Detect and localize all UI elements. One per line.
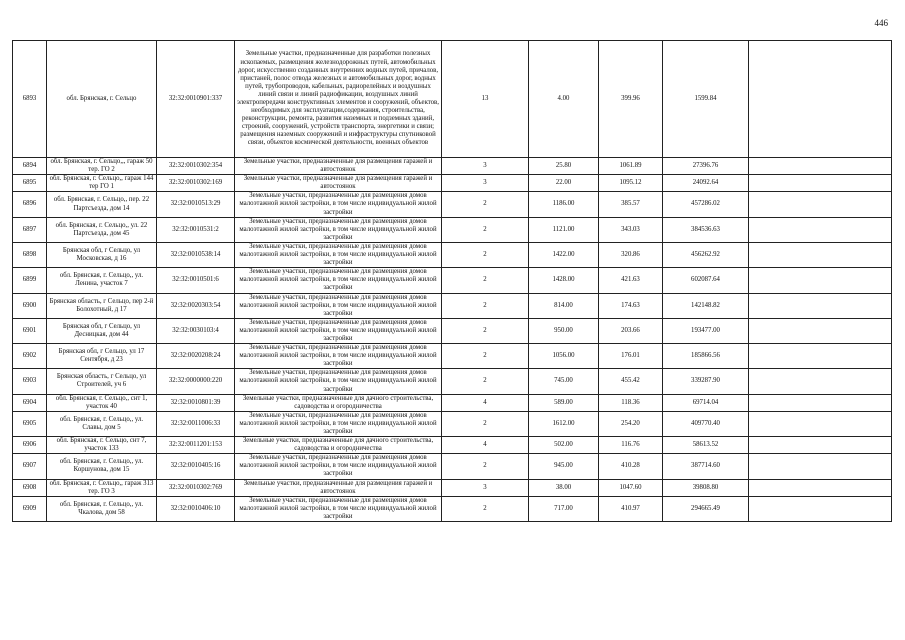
empty-cell — [749, 496, 892, 521]
row-number-cell: 6908 — [13, 479, 47, 496]
table-row — [13, 344, 892, 369]
unit-price-cell: 410.97 — [599, 496, 663, 521]
address-cell: обл. Брянская, г. Сельцо,, пер. 22 Партсъезда, дом 14 — [47, 192, 157, 217]
cadastral-number-cell: 32:32:0030103:4 — [157, 318, 235, 343]
permitted-use-cell: Земельные участки, предназначенные для размещения домов малоэтажной жилой застройки, в том числе индивидуальной жилой застройки — [235, 411, 442, 436]
row-number-cell: 6905 — [13, 411, 47, 436]
cadastral-number-cell: 32:32:0011201:153 — [157, 437, 235, 454]
unit-price-cell: 1095.12 — [599, 175, 663, 192]
address-cell: Брянская обл, г Сельцо, ул 17 Сентября, д 23 — [47, 344, 157, 369]
row-number-cell: 6909 — [13, 496, 47, 521]
row-number-cell: 6900 — [13, 293, 47, 318]
unit-price-cell: 203.66 — [599, 318, 663, 343]
unit-price-cell: 320.86 — [599, 242, 663, 267]
unit-price-cell: 410.28 — [599, 454, 663, 479]
category-code-cell: 2 — [442, 369, 529, 394]
row-number-cell: 6897 — [13, 217, 47, 242]
category-code-cell: 2 — [442, 344, 529, 369]
category-code-cell: 2 — [442, 268, 529, 293]
unit-price-cell: 116.76 — [599, 437, 663, 454]
cadastral-number-cell: 32:32:0020208:24 — [157, 344, 235, 369]
permitted-use-cell: Земельные участки, предназначенные для размещения домов малоэтажной жилой застройки, в том числе индивидуальной жилой застройки — [235, 293, 442, 318]
address-cell: обл. Брянская, г. Сельцо,, ул. Ленина, участок 7 — [47, 268, 157, 293]
category-code-cell: 2 — [442, 192, 529, 217]
permitted-use-cell: Земельные участки, предназначенные для размещения домов малоэтажной жилой застройки, в том числе индивидуальной жилой застройки — [235, 369, 442, 394]
empty-cell — [749, 268, 892, 293]
land-registry-table — [12, 40, 892, 522]
cadastral-number-cell: 32:32:0010538:14 — [157, 242, 235, 267]
category-code-cell: 2 — [442, 318, 529, 343]
empty-cell — [749, 192, 892, 217]
empty-cell — [749, 344, 892, 369]
cadastral-value-cell: 27396.76 — [663, 158, 749, 175]
cadastral-number-cell: 32:32:0010901:337 — [157, 41, 235, 158]
unit-price-cell: 176.01 — [599, 344, 663, 369]
area-cell: 1612.00 — [529, 411, 599, 436]
row-number-cell: 6893 — [13, 41, 47, 158]
address-cell: обл. Брянская, г. Сельцо, снт 7, участок 133 — [47, 437, 157, 454]
permitted-use-cell: Земельные участки, предназначенные для разработки полезных ископаемых, размещения железнодорожных путей, автомобильных дорог, искусственно созданных внутренних водных путей, причалов, пристаней, полос отвода железных и автомобильных дорог, водных путей, трубопроводов, кабельных, радиорелейных и воздушных линий связи и линий радиофикации, воздушных линий электропередачи конструктивных элементов и сооружений, объектов, необходимых для эксплуатации,содержания, строительства, реконструкции, ремонта, развития наземных и подземных зданий, строений, сооружений, устройств транспорта, энергетики и связи; размещения наземных сооружений и инфраструктуры спутниковой связи, объектов космической деятельности, военных объектов — [235, 41, 442, 158]
row-number-cell: 6895 — [13, 175, 47, 192]
cadastral-value-cell: 39808.80 — [663, 479, 749, 496]
row-number-cell: 6896 — [13, 192, 47, 217]
empty-cell — [749, 394, 892, 411]
empty-cell — [749, 454, 892, 479]
cadastral-value-cell: 339287.90 — [663, 369, 749, 394]
empty-cell — [749, 369, 892, 394]
cadastral-value-cell: 24092.64 — [663, 175, 749, 192]
address-cell: обл. Брянская, г. Сельцо,, гараж 313 тер. ГО 3 — [47, 479, 157, 496]
address-cell: обл. Брянская, г. Сельцо,, ул. Чкалова, дом 58 — [47, 496, 157, 521]
table-row — [13, 318, 892, 343]
empty-cell — [749, 242, 892, 267]
empty-cell — [749, 411, 892, 436]
unit-price-cell: 1061.89 — [599, 158, 663, 175]
address-cell: обл. Брянская, г. Сельцо,, гараж 144 тер ГО 1 — [47, 175, 157, 192]
cadastral-value-cell: 602087.64 — [663, 268, 749, 293]
cadastral-number-cell: 32:32:0010801:39 — [157, 394, 235, 411]
row-number-cell: 6902 — [13, 344, 47, 369]
table-row — [13, 293, 892, 318]
permitted-use-cell: Земельные участки, предназначенные для дачного строительства, садоводства и огородничества — [235, 437, 442, 454]
area-cell: 945.00 — [529, 454, 599, 479]
cadastral-value-cell: 193477.00 — [663, 318, 749, 343]
category-code-cell: 2 — [442, 411, 529, 436]
table-row — [13, 394, 892, 411]
address-cell: Брянская область, г Сельцо, ул Строителей, уч 6 — [47, 369, 157, 394]
cadastral-number-cell: 32:32:0010302:769 — [157, 479, 235, 496]
cadastral-value-cell: 142148.82 — [663, 293, 749, 318]
table-row — [13, 411, 892, 436]
cadastral-number-cell: 32:32:0010405:16 — [157, 454, 235, 479]
category-code-cell: 2 — [442, 454, 529, 479]
cadastral-value-cell: 58613.52 — [663, 437, 749, 454]
category-code-cell: 3 — [442, 175, 529, 192]
category-code-cell: 4 — [442, 437, 529, 454]
category-code-cell: 3 — [442, 158, 529, 175]
cadastral-number-cell: 32:32:0010531:2 — [157, 217, 235, 242]
table-row — [13, 192, 892, 217]
permitted-use-cell: Земельные участки, предназначенные для размещения домов малоэтажной жилой застройки, в том числе индивидуальной жилой застройки — [235, 242, 442, 267]
area-cell: 589.00 — [529, 394, 599, 411]
row-number-cell: 6907 — [13, 454, 47, 479]
permitted-use-cell: Земельные участки, предназначенные для размещения домов малоэтажной жилой застройки, в том числе индивидуальной жилой застройки — [235, 192, 442, 217]
cadastral-value-cell: 1599.84 — [663, 41, 749, 158]
address-cell: обл. Брянская, г. Сельцо,, ул. Славы, дом 5 — [47, 411, 157, 436]
address-cell: Брянская обл, г Сельцо, ул Московская, д 16 — [47, 242, 157, 267]
cadastral-number-cell: 32:32:0020303:54 — [157, 293, 235, 318]
row-number-cell: 6906 — [13, 437, 47, 454]
category-code-cell: 3 — [442, 479, 529, 496]
empty-cell — [749, 318, 892, 343]
cadastral-value-cell: 457286.02 — [663, 192, 749, 217]
cadastral-number-cell: 32:32:0010302:354 — [157, 158, 235, 175]
cadastral-value-cell: 384536.63 — [663, 217, 749, 242]
cadastral-value-cell: 294665.49 — [663, 496, 749, 521]
page-number: 446 — [874, 18, 888, 28]
unit-price-cell: 174.63 — [599, 293, 663, 318]
empty-cell — [749, 293, 892, 318]
cadastral-number-cell: 32:32:0011006:33 — [157, 411, 235, 436]
table-row — [13, 479, 892, 496]
category-code-cell: 2 — [442, 293, 529, 318]
cadastral-number-cell: 32:32:0010513:29 — [157, 192, 235, 217]
table-row — [13, 369, 892, 394]
address-cell: обл. Брянская, г. Сельцо,, снт 1, участок 40 — [47, 394, 157, 411]
category-code-cell: 13 — [442, 41, 529, 158]
permitted-use-cell: Земельные участки, предназначенные для дачного строительства, садоводства и огородничества — [235, 394, 442, 411]
permitted-use-cell: Земельные участки, предназначенные для размещения домов малоэтажной жилой застройки, в том числе индивидуальной жилой застройки — [235, 496, 442, 521]
unit-price-cell: 118.36 — [599, 394, 663, 411]
cadastral-value-cell: 409770.40 — [663, 411, 749, 436]
empty-cell — [749, 41, 892, 158]
unit-price-cell: 385.57 — [599, 192, 663, 217]
table-row — [13, 242, 892, 267]
row-number-cell: 6898 — [13, 242, 47, 267]
area-cell: 814.00 — [529, 293, 599, 318]
permitted-use-cell: Земельные участки, предназначенные для размещения гаражей и автостоянок — [235, 479, 442, 496]
area-cell: 38.00 — [529, 479, 599, 496]
area-cell: 1186.00 — [529, 192, 599, 217]
empty-cell — [749, 437, 892, 454]
address-cell: обл. Брянская, г. Сельцо — [47, 41, 157, 158]
area-cell: 950.00 — [529, 318, 599, 343]
table-row — [13, 158, 892, 175]
category-code-cell: 4 — [442, 394, 529, 411]
row-number-cell: 6904 — [13, 394, 47, 411]
address-cell: обл. Брянская, г. Сельцо,, ул. 22 Партсъезда, дом 45 — [47, 217, 157, 242]
row-number-cell: 6903 — [13, 369, 47, 394]
cadastral-value-cell: 69714.04 — [663, 394, 749, 411]
address-cell: Брянская область, г Сельцо, пер 2-й Болохотный, д 17 — [47, 293, 157, 318]
permitted-use-cell: Земельные участки, предназначенные для размещения гаражей и автостоянок — [235, 175, 442, 192]
unit-price-cell: 343.03 — [599, 217, 663, 242]
cadastral-number-cell: 32:32:0010302:169 — [157, 175, 235, 192]
category-code-cell: 2 — [442, 217, 529, 242]
area-cell: 25.80 — [529, 158, 599, 175]
permitted-use-cell: Земельные участки, предназначенные для размещения домов малоэтажной жилой застройки, в том числе индивидуальной жилой застройки — [235, 268, 442, 293]
table-row — [13, 454, 892, 479]
table-row — [13, 175, 892, 192]
unit-price-cell: 254.20 — [599, 411, 663, 436]
area-cell: 1422.00 — [529, 242, 599, 267]
permitted-use-cell: Земельные участки, предназначенные для размещения домов малоэтажной жилой застройки, в том числе индивидуальной жилой застройки — [235, 454, 442, 479]
row-number-cell: 6901 — [13, 318, 47, 343]
cadastral-number-cell: 32:32:0000000:220 — [157, 369, 235, 394]
table-row — [13, 41, 892, 158]
category-code-cell: 2 — [442, 242, 529, 267]
area-cell: 1121.00 — [529, 217, 599, 242]
row-number-cell: 6899 — [13, 268, 47, 293]
unit-price-cell: 455.42 — [599, 369, 663, 394]
area-cell: 1056.00 — [529, 344, 599, 369]
cadastral-number-cell: 32:32:0010501:6 — [157, 268, 235, 293]
address-cell: обл. Брянская, г. Сельцо,, ул. Коршунова, дом 15 — [47, 454, 157, 479]
area-cell: 4.00 — [529, 41, 599, 158]
cadastral-value-cell: 456262.92 — [663, 242, 749, 267]
table-row — [13, 496, 892, 521]
area-cell: 22.00 — [529, 175, 599, 192]
address-cell: обл. Брянская, г. Сельцо,,, гараж 50 тер. ГО 2 — [47, 158, 157, 175]
area-cell: 717.00 — [529, 496, 599, 521]
permitted-use-cell: Земельные участки, предназначенные для размещения домов малоэтажной жилой застройки, в том числе индивидуальной жилой застройки — [235, 344, 442, 369]
table-row — [13, 217, 892, 242]
cadastral-value-cell: 185866.56 — [663, 344, 749, 369]
permitted-use-cell: Земельные участки, предназначенные для размещения домов малоэтажной жилой застройки, в том числе индивидуальной жилой застройки — [235, 318, 442, 343]
unit-price-cell: 1047.60 — [599, 479, 663, 496]
empty-cell — [749, 479, 892, 496]
area-cell: 745.00 — [529, 369, 599, 394]
empty-cell — [749, 175, 892, 192]
area-cell: 1428.00 — [529, 268, 599, 293]
row-number-cell: 6894 — [13, 158, 47, 175]
cadastral-value-cell: 387714.60 — [663, 454, 749, 479]
table-row — [13, 268, 892, 293]
permitted-use-cell: Земельные участки, предназначенные для размещения гаражей и автостоянок — [235, 158, 442, 175]
area-cell: 502.00 — [529, 437, 599, 454]
unit-price-cell: 421.63 — [599, 268, 663, 293]
empty-cell — [749, 217, 892, 242]
permitted-use-cell: Земельные участки, предназначенные для размещения домов малоэтажной жилой застройки, в том числе индивидуальной жилой застройки — [235, 217, 442, 242]
unit-price-cell: 399.96 — [599, 41, 663, 158]
cadastral-number-cell: 32:32:0010406:10 — [157, 496, 235, 521]
address-cell: Брянская обл, г Сельцо, ул Десницкая, дом 44 — [47, 318, 157, 343]
empty-cell — [749, 158, 892, 175]
table-row — [13, 437, 892, 454]
category-code-cell: 2 — [442, 496, 529, 521]
